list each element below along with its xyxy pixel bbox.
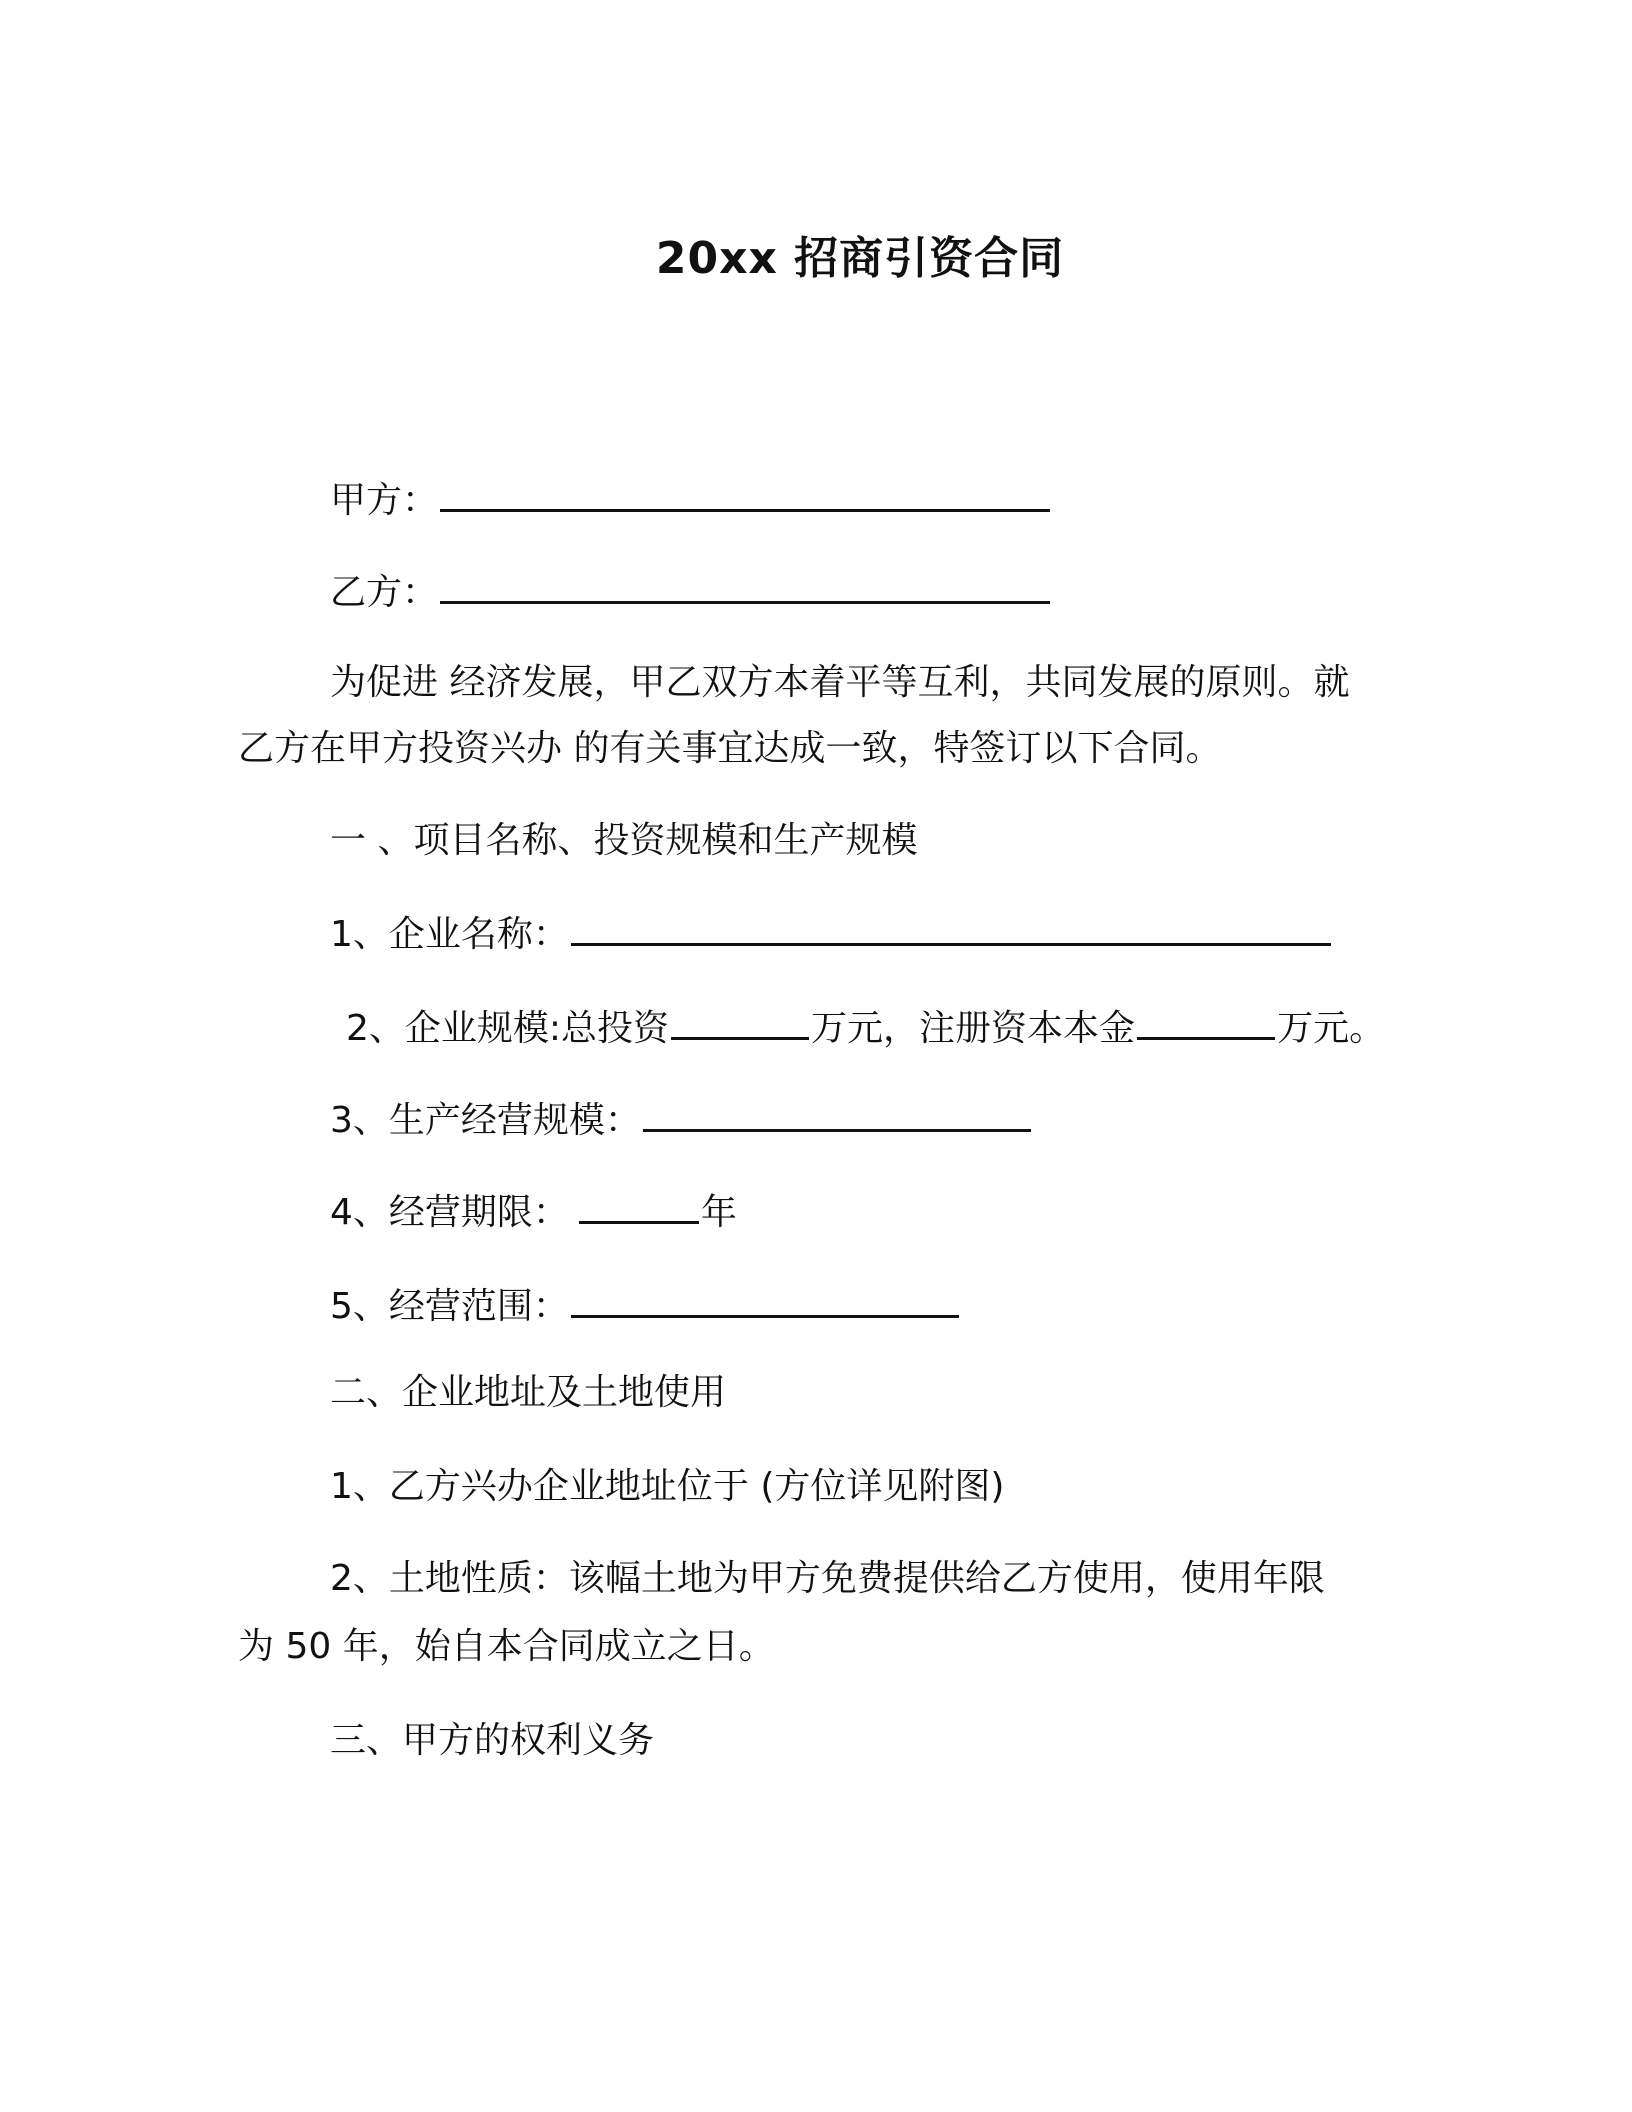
section-3-heading: 三、甲方的权利义务 <box>330 1720 655 1761</box>
item-1-3 <box>330 1098 1033 1144</box>
item-1-5 <box>330 1284 961 1330</box>
party-b-line <box>330 570 1052 616</box>
party-b-blank <box>440 571 1050 604</box>
item-1-1 <box>330 912 1333 958</box>
party-a-line <box>330 478 1052 524</box>
total-investment-blank <box>671 1007 809 1040</box>
company-scale-label: 2、企业规模:总投资 <box>346 1008 670 1049</box>
intro-line-2: 乙方在甲方投资兴办 的有关事宜达成一致，特签订以下合同。 <box>238 728 1222 769</box>
party-a-label: 甲方： <box>330 480 439 521</box>
company-name-label: 1、企业名称： <box>330 914 569 955</box>
operation-term-label: 4、经营期限： <box>330 1192 569 1233</box>
company-name-blank <box>571 913 1331 946</box>
document-title: 20xx 招商引资合同 <box>655 233 1065 284</box>
item-1-2 <box>346 1006 1385 1052</box>
operation-term-unit: 年 <box>700 1192 737 1233</box>
party-b-label: 乙方： <box>330 572 439 613</box>
business-scope-blank <box>571 1285 959 1318</box>
party-a-blank <box>440 479 1050 512</box>
item-2-1: 1、乙方兴办企业地址位于 (方位详见附图) <box>330 1466 1005 1507</box>
production-scale-label: 3、生产经营规模： <box>330 1100 641 1141</box>
section-1-heading: 一 、项目名称、投资规模和生产规模 <box>330 820 918 861</box>
registered-capital-blank <box>1137 1007 1275 1040</box>
production-scale-blank <box>643 1099 1031 1132</box>
section-2-heading: 二、企业地址及土地使用 <box>330 1372 727 1413</box>
intro-line-1: 为促进 经济发展，甲乙双方本着平等互利，共同发展的原则。就 <box>330 662 1350 703</box>
item-2-2-line-1: 2、土地性质：该幅土地为甲方免费提供给乙方使用，使用年限 <box>330 1558 1325 1599</box>
registered-capital-unit: 万元。 <box>1277 1008 1386 1049</box>
item-1-4 <box>330 1190 737 1236</box>
total-investment-unit: 万元，注册资本本金 <box>811 1008 1136 1049</box>
operation-term-blank <box>579 1191 699 1224</box>
business-scope-label: 5、经营范围： <box>330 1286 569 1327</box>
item-2-2-line-2: 为 50 年，始自本合同成立之日。 <box>238 1626 775 1667</box>
